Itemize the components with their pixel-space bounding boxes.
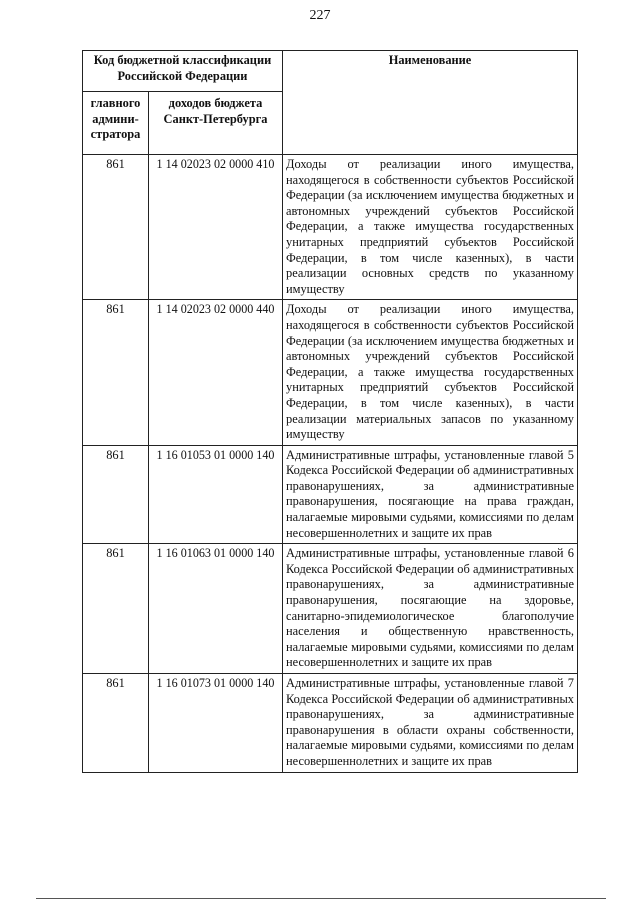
page-number: 227 [309,8,331,23]
header-code-group: Код бюджетной классификации Российской Федерации [83,51,283,92]
table-row [83,445,578,544]
admin-code-cell: 861 [83,674,149,773]
income-code-cell: 1 14 02023 02 0000 440 [149,300,283,445]
admin-code-cell: 861 [83,544,149,674]
description-cell: Административные штрафы, установленные главой 6 Кодекса Российской Федерации об административных правонарушениях, за административные правонарушения, посягающие на здоровье, санитарно-эпидемиологическое благополучие населения и общественную нравственность, налагаемые мировыми судьями, комиссиями по делам несовершеннолетних и защите их прав [283,544,578,674]
page-bottom-divider [36,898,606,899]
admin-code-cell: 861 [83,300,149,445]
table-row [83,544,578,674]
description-cell: Административные штрафы, установленные главой 5 Кодекса Российской Федерации об административных правонарушениях, за административные правонарушения, посягающие на права граждан, налагаемые мировыми судьями, комиссиями по делам несовершеннолетних и защите их прав [283,445,578,544]
table-row [83,674,578,773]
table-header-row [83,51,578,92]
table-row [83,155,578,300]
admin-code-cell: 861 [83,445,149,544]
description-cell: Доходы от реализации иного имущества, находящегося в собственности субъектов Российской Федерации (за исключением имущества бюджетных и автономных учреждений субъектов Российской Федерации, а также имущества государственных унитарных предприятий субъектов Российской Федерации, в том числе казенных), в части реализации материальных запасов по указанному имуществу [283,300,578,445]
description-cell: Административные штрафы, установленные главой 7 Кодекса Российской Федерации об административных правонарушениях, за административные правонарушения в области охраны собственности, налагаемые мировыми судьями, комиссиями по делам несовершеннолетних и защите их прав [283,674,578,773]
header-admin: главного админи-стратора [83,92,149,155]
table-row [83,300,578,445]
income-code-cell: 1 14 02023 02 0000 410 [149,155,283,300]
income-code-cell: 1 16 01053 01 0000 140 [149,445,283,544]
income-code-cell: 1 16 01063 01 0000 140 [149,544,283,674]
income-code-cell: 1 16 01073 01 0000 140 [149,674,283,773]
header-name: Наименование [283,51,578,155]
header-income: доходов бюджета Санкт-Петербурга [149,92,283,155]
description-cell: Доходы от реализации иного имущества, находящегося в собственности субъектов Российской Федерации (за исключением имущества бюджетных и автономных учреждений субъектов Российской Федерации, а также имущества государственных унитарных предприятий субъектов Российской Федерации, в том числе казенных), в части реализации основных средств по указанному имуществу [283,155,578,300]
admin-code-cell: 861 [83,155,149,300]
budget-classification-table [82,50,578,773]
